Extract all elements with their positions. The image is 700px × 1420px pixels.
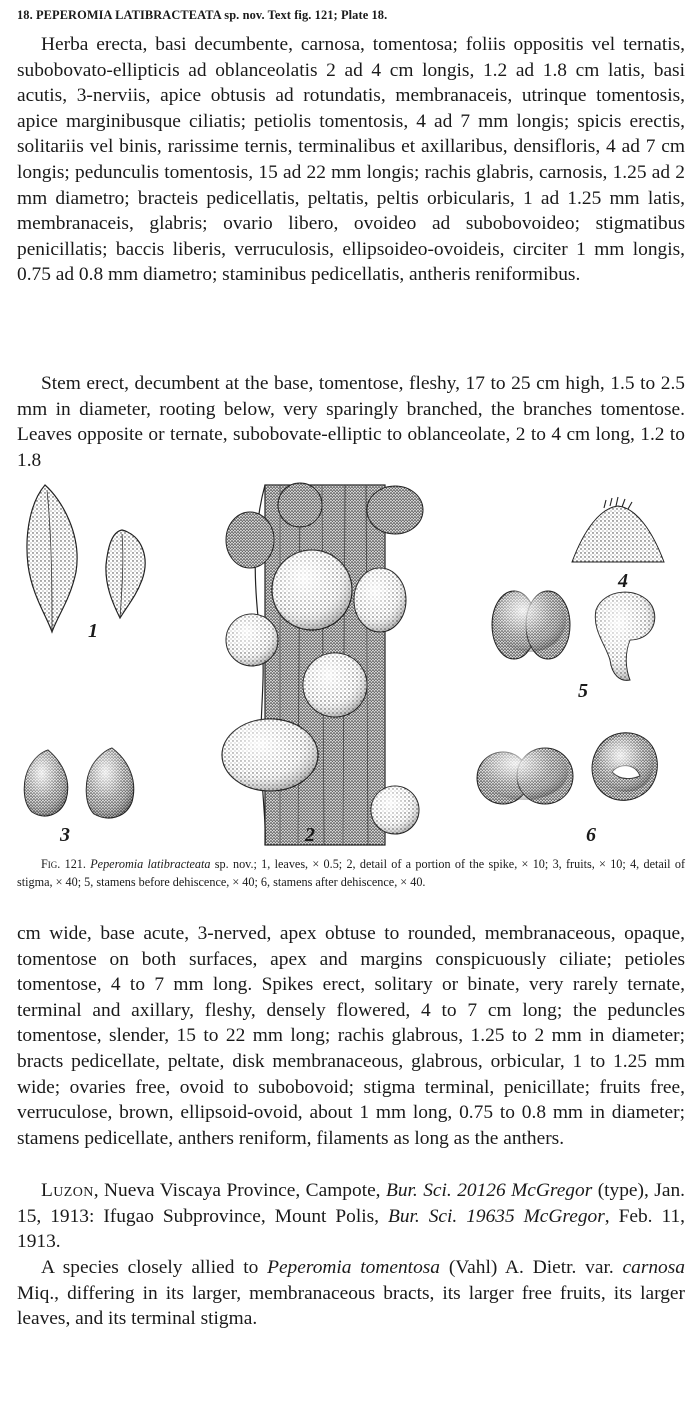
figure-caption-species: Peperomia latibracteata (90, 857, 211, 871)
specimens-text-2: (type), Jan. 15, 1913: Ifugao Subprovince, Mount Polis, (17, 1180, 685, 1227)
figure-caption (17, 855, 685, 891)
allied-variety: carnosa (622, 1257, 685, 1278)
figure-label-2: 2 (305, 824, 315, 846)
figure-label-3: 3 (60, 824, 70, 846)
english-description-part1: Stem erect, decumbent at the base, tomentose, fleshy, 17 to 25 cm high, 1.5 to 2.5 mm in diameter, rooting below, very sparingly branched, the branches tomentose. Leaves opposite or ternate, subobovate-elliptic to oblanceolate, 2 to 4 cm long, 1.2 to 1.8 (17, 373, 685, 471)
figure-label-5: 5 (578, 680, 588, 702)
affinity-text-1: A species closely allied to (41, 1257, 268, 1278)
botanical-illustration (0, 480, 700, 850)
affinity-note (17, 1255, 685, 1332)
text-figure-121 (0, 480, 700, 850)
stamens-after-drawing (477, 733, 657, 804)
allied-species: Peperomia tomentosa (267, 1257, 441, 1278)
stamens-before-drawing (492, 588, 655, 680)
affinity-text-3: Miq., differing in its larger, membranaceous bracts, its larger free fruits, its larger leaves, and its terminal stigma. (17, 1282, 685, 1330)
collection-2: Bur. Sci. 19635 McGregor (387, 1205, 605, 1227)
spike-detail-drawing (222, 483, 423, 845)
english-description-part2: cm wide, base acute, 3-nerved, apex obtuse to rounded, membranaceous, opaque, tomentose on both surfaces, apex and margins conspicuously ciliate; petioles tomentose, 4 to 7 mm long. Spikes erect, solitary or binate, very rarely ternate, terminal and axillary, fleshy, densely flowered, 4 to 7 cm long; the peduncles tomentose, slender, 15 to 22 mm long; rachis glabrous, 1.25 to 2 mm in diameter; bracts pedicellate, peltate, disk membranaceous, glabrous, orbicular, 1 to 1.25 mm wide; ovaries free, ovoid to subobovoid; stigma terminal, penicillate; fruits free, verruculose, brown, ellipsoid-ovoid, about 1 mm long, 0.75 to 0.8 mm in diameter; stamens pedicellate, anthers reniform, filaments as long as the anthers. (17, 923, 685, 1149)
figure-caption-lead: Fig. 121. (41, 857, 86, 871)
figure-label-1: 1 (88, 620, 98, 642)
figure-label-4: 4 (618, 570, 628, 592)
stigma-drawing (572, 497, 664, 562)
collection-1: Bur. Sci. 20126 McGregor (385, 1180, 593, 1201)
specimens-text-3: , Feb. 11, 1913. (17, 1205, 685, 1253)
region-name: Luzon (41, 1180, 94, 1201)
leaves-drawing (27, 485, 145, 632)
fruits-drawing (24, 748, 134, 818)
species-heading: 18. PEPEROMIA LATIBRACTEATA sp. nov. Text fig. 121; Plate 18. (17, 8, 388, 22)
specimens-cited (17, 1178, 685, 1255)
figure-caption-text: sp. nov.; 1, leaves, × 0.5; 2, detail of a portion of the spike, × 10; 3, fruits, × 10; 4, detail of stigma, × 40; 5, stamens before dehiscence, × 40; 6, stamens after dehiscence, × 40. (17, 857, 686, 889)
affinity-text-2: (Vahl) A. Dietr. var. (440, 1257, 623, 1278)
latin-description: Herba erecta, basi decumbente, carnosa, tomentosa; foliis oppositis vel ternatis, subobovato-ellipticis ad oblanceolatis 2 ad 4 cm longis, 1.2 ad 1.8 cm latis, basi acutis, 3-nerviis, apice obtusis ad rotundatis, membranaceis, utrinque tomentosis, apice marginibusque ciliatis; petiolis tomentosis, 4 ad 7 mm longis; spicis erectis, solitariis vel binis, rarissime ternis, terminalibus et axillaribus, densifloris, 4 ad 7 cm longis; pedunculis tomentosis, 15 ad 22 mm longis; rachis glabris, carnosis, 1.25 ad 2 mm diametro; bracteis pedicellatis, peltatis, peltis orbicularis, 1 ad 1.25 mm latis, membranaceis, glabris; ovario libero, ovoideo ad subobovoideo; stigmatibus penicillatis; baccis liberis, verruculosis, ellipsoideo-ovoideis, circiter 1 mm longis, 0.75 ad 0.8 mm diametro; staminibus pedicellatis, antheris reniformibus. (17, 34, 685, 286)
specimens-text-1: , Nueva Viscaya Province, Campote, (93, 1180, 386, 1201)
figure-label-6: 6 (586, 824, 596, 846)
